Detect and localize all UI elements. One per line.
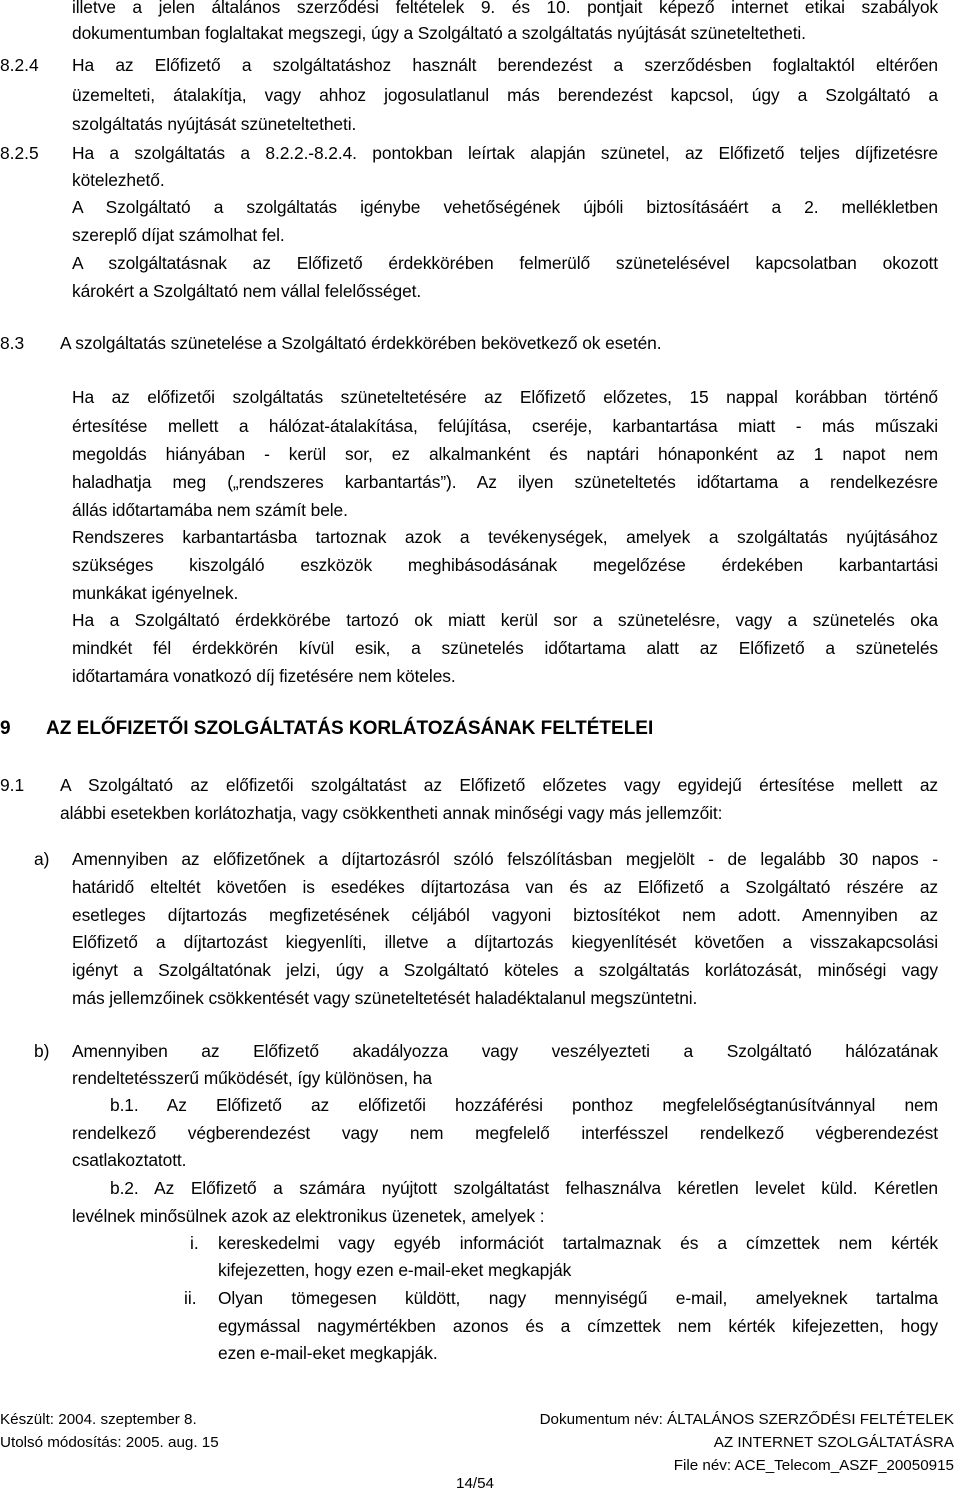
footer-docname-line2: AZ INTERNET SZOLGÁLTATÁSRA [713, 1434, 954, 1451]
paragraph-line: Olyan tömegesen küldött, nagy mennyiségű e-mail, amelyeknek tartalma [218, 1288, 938, 1308]
footer-filename: File név: ACE_Telecom_ASZF_20050915 [673, 1457, 954, 1474]
paragraph-line: dokumentumban foglaltakat megszegi, úgy a Szolgáltató a szolgáltatás nyújtását szüneteltetheti. [72, 23, 806, 43]
list-marker: ii. [184, 1288, 197, 1308]
paragraph-line: kötelezhető. [72, 170, 165, 190]
paragraph-line: alábbi esetekben korlátozhatja, vagy csökkentheti annak minőségi vagy más jellemzőit: [60, 803, 723, 823]
paragraph-line: igényt a Szolgáltatónak jelzi, úgy a Szolgáltató köteles a szolgáltatás korlátozását, minőségi vagy [72, 960, 938, 980]
list-marker: i. [190, 1233, 199, 1253]
paragraph-line: kereskedelmi vagy egyéb információt tartalmaznak és a címzettek nem kérték [218, 1233, 938, 1253]
section-number: 8.2.5 [0, 143, 39, 163]
paragraph-line: egymással nagymértékben azonos és a címzettek nem kérték kifejezetten, hogy [218, 1316, 938, 1336]
section-number: 9.1 [0, 775, 25, 795]
paragraph-line: A Szolgáltató a szolgáltatás igénybe vehetőségének újbóli biztosításáért a 2. mellékletben [72, 197, 938, 217]
paragraph-line: szereplő díjat számolhat fel. [72, 225, 285, 245]
paragraph-line: A szolgáltatásnak az Előfizető érdekkörében felmerülő szünetelésével kapcsolatban okozott [72, 253, 938, 273]
paragraph-line: rendelkező végberendezést vagy nem megfelelő interfésszel rendelkező végberendezést [72, 1123, 938, 1143]
section-number: 8.3 [0, 333, 25, 353]
paragraph-line: Előfizető a díjtartozást kiegyenlíti, illetve a díjtartozás kiegyenlítését követően a visszakapcsolási [72, 932, 938, 952]
paragraph-line: Rendszeres karbantartásba tartoznak azok a tevékenységek, amelyek a szolgáltatás nyújtásához [72, 527, 938, 547]
paragraph-line: Ha a Szolgáltató érdekkörébe tartozó ok miatt kerül sor a szünetelésre, vagy a szünetelés oka [72, 610, 938, 630]
footer-docname-line1: Dokumentum név: ÁLTALÁNOS SZERZŐDÉSI FELTÉTELEK [539, 1411, 954, 1428]
paragraph-line: csatlakoztatott. [72, 1150, 187, 1170]
footer-created: Készült: 2004. szeptember 8. [0, 1411, 197, 1428]
chapter-title: AZ ELŐFIZETŐI SZOLGÁLTATÁS KORLÁTOZÁSÁNAK FELTÉTELEI [46, 718, 654, 739]
paragraph-line: b.1. Az Előfizető az előfizetői hozzáférési ponthoz megfelelőségtanúsítvánnyal nem [110, 1095, 938, 1115]
section-title: A szolgáltatás szünetelése a Szolgáltató érdekkörében bekövetkező ok esetén. [60, 333, 662, 353]
list-marker: a) [34, 849, 50, 869]
paragraph-line: Ha az előfizetői szolgáltatás szüneteltetésére az Előfizető előzetes, 15 nappal korábban történő [72, 387, 938, 407]
chapter-number: 9 [0, 718, 11, 739]
paragraph-line: Amennyiben az előfizetőnek a díjtartozásról szóló felszólításban megjelölt - de legalább 30 napos - [72, 849, 938, 869]
paragraph-line: Ha az Előfizető a szolgáltatáshoz használt berendezést a szerződésben foglaltaktól eltérően [72, 55, 938, 75]
paragraph-line: munkákat igényelnek. [72, 583, 239, 603]
footer-modified: Utolsó módosítás: 2005. aug. 15 [0, 1434, 219, 1451]
paragraph-line: határidő elteltét követően is esedékes díjtartozása van és az Előfizető a Szolgáltató részére az [72, 877, 938, 897]
paragraph-line: károkért a Szolgáltató nem vállal felelősséget. [72, 281, 422, 301]
paragraph-line: levélnek minősülnek azok az elektronikus üzenetek, amelyek : [72, 1206, 545, 1226]
paragraph-line: más jellemzőinek csökkentését vagy szüneteltetését haladéktalanul megszüntetni. [72, 988, 698, 1008]
paragraph-line: értesítése mellett a hálózat-átalakítása, felújítása, cseréje, karbantartása miatt - más műszaki [72, 416, 938, 436]
paragraph-line: rendeltetésszerű működését, így különösen, ha [72, 1068, 432, 1088]
paragraph-line: ezen e-mail-eket megkapják. [218, 1343, 438, 1363]
paragraph-line: mindkét fél érdekkörén kívül esik, a szünetelés időtartama alatt az Előfizető a szünetelés [72, 638, 938, 658]
paragraph-line: Amennyiben az Előfizető akadályozza vagy veszélyezteti a Szolgáltató hálózatának [72, 1041, 938, 1061]
paragraph-line: állás időtartamába nem számít bele. [72, 500, 348, 520]
paragraph-line: időtartamára vonatkozó díj fizetésére nem köteles. [72, 666, 456, 686]
page-number: 14/54 [456, 1475, 495, 1492]
paragraph-line: megoldás hiányában - kerül sor, ez alkalmanként és naptári hónaponként az 1 napot nem [72, 444, 938, 464]
paragraph-line: szükséges kiszolgáló eszközök meghibásodásának megelőzése érdekében karbantartási [72, 555, 938, 575]
paragraph-line: esetleges díjtartozás megfizetésének céljából vagyoni biztosítékot nem adott. Amennyiben az [72, 905, 938, 925]
paragraph-line: illetve a jelen általános szerződési feltételek 9. és 10. pontjait képező internet etikai szabályok [72, 0, 938, 17]
paragraph-line: haladhatja meg („rendszeres karbantartás”). Az ilyen szüneteltetés időtartama a rendelkezésre [72, 472, 938, 492]
paragraph-line: Ha a szolgáltatás a 8.2.2.-8.2.4. pontokban leírtak alapján szünetel, az Előfizető teljes díjfizetésre [72, 143, 938, 163]
paragraph-line: szolgáltatás nyújtását szüneteltetheti. [72, 114, 357, 134]
paragraph-line: b.2. Az Előfizető a számára nyújtott szolgáltatást felhasználva kéretlen levelet küld. Kéretlen [110, 1178, 938, 1198]
section-number: 8.2.4 [0, 55, 39, 75]
list-marker: b) [34, 1041, 50, 1061]
paragraph-line: kifejezetten, hogy ezen e-mail-eket megkapják [218, 1260, 572, 1280]
paragraph-line: üzemelteti, átalakítja, vagy ahhoz jogosulatlanul más berendezést kapcsol, úgy a Szolgáltató a [72, 85, 938, 105]
paragraph-line: A Szolgáltató az előfizetői szolgáltatást az Előfizető előzetes vagy egyidejű értesítése mellett az [60, 775, 938, 795]
